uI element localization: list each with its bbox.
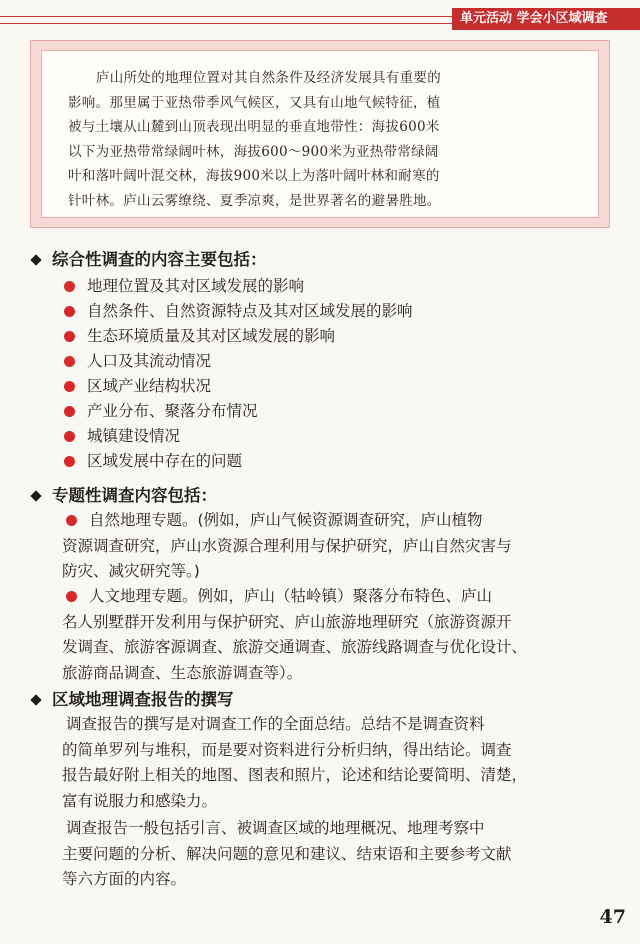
thematic-para-human: [62, 584, 527, 686]
info-box-line: 针叶林。庐山云雾缭绕、夏季凉爽，是世界著名的避暑胜地。: [68, 192, 441, 209]
section-heading-text: 专题性调查内容包括：: [52, 486, 217, 505]
section-heading-comprehensive: [28, 246, 267, 270]
list-item-text: 产业分布、聚落分布情况: [87, 402, 258, 420]
list-item-text: 地理位置及其对区域发展的影响: [87, 277, 305, 295]
running-header: 单元活动 学会小区域调查: [452, 8, 640, 30]
report-para-1: [62, 712, 527, 814]
list-item: [64, 274, 413, 299]
para-line-text: 人文地理专题。例如，庐山（牯岭镇）聚落分布特色、庐山: [89, 587, 493, 605]
info-box-inner: [41, 50, 599, 218]
comprehensive-list: [64, 274, 413, 474]
para-line: 发调查、旅游客源调查、旅游交通调查、旅游线路调查与优化设计、: [62, 638, 528, 656]
list-item: [64, 424, 413, 449]
list-item: [64, 324, 413, 349]
red-dot-icon: [64, 406, 75, 417]
red-dot-icon: [64, 456, 75, 467]
info-box: [30, 40, 610, 228]
red-dot-icon: [64, 281, 75, 292]
info-box-line: 以下为亚热带常绿阔叶林，海拔600～900米为亚热带常绿阔: [68, 143, 439, 160]
para-line: 等六方面的内容。: [62, 870, 187, 888]
para-line: 的简单罗列与堆积，而是要对资料进行分析归纳，得出结论。调查: [62, 740, 512, 759]
list-item: [64, 374, 413, 399]
list-item: [64, 299, 413, 324]
para-line: 富有说服力和感染力。: [62, 791, 218, 810]
list-item-text: 区域发展中存在的问题: [87, 452, 243, 470]
info-box-line: 叶和落叶阔叶混交林，海拔900米以上为落叶阔叶林和耐寒的: [68, 168, 440, 184]
report-para-2: [62, 816, 512, 893]
para-line: [62, 508, 512, 534]
section-heading-report: [28, 686, 234, 710]
para-line: 名人别墅群开发利用与保护研究、庐山旅游地理研究（旅游资源开: [62, 612, 512, 631]
page-number: 47: [599, 906, 626, 928]
para-line: 主要问题的分析、解决问题的意见和建议、结束语和主要参考文献: [62, 844, 512, 863]
red-dot-icon: [64, 431, 75, 442]
para-line: [62, 584, 527, 610]
list-item: [64, 399, 413, 424]
list-item-text: 城镇建设情况: [87, 427, 181, 445]
red-dot-icon: [64, 306, 75, 317]
diamond-bullet-icon: [30, 490, 41, 501]
info-box-line: 影响。那里属于亚热带季风气候区，又具有山地气候特征，植: [68, 94, 441, 111]
header-rule: [0, 16, 452, 24]
list-item-text: 生态环境质量及其对区域发展的影响: [87, 327, 336, 345]
info-box-line: 被与土壤从山麓到山顶表现出明显的垂直地带性：海拔600米: [68, 119, 440, 135]
list-item-text: 区域产业结构状况: [87, 377, 212, 395]
list-item-text: 人口及其流动情况: [87, 352, 212, 370]
red-dot-icon: [64, 381, 75, 392]
info-box-line: 庐山所处的地理位置对其自然条件及经济发展具有重要的: [96, 70, 441, 86]
list-item: [64, 349, 413, 374]
para-line: 调查报告一般包括引言、被调查区域的地理概况、地理考察中: [66, 819, 485, 837]
red-dot-icon: [64, 331, 75, 342]
list-item: [64, 449, 413, 474]
para-line: 防灾、减灾研究等。): [62, 562, 200, 580]
para-line: 资源调查研究，庐山水资源合理利用与保护研究，庐山自然灾害与: [62, 536, 512, 555]
diamond-bullet-icon: [30, 694, 41, 705]
section-heading-text: 综合性调查的内容主要包括：: [52, 250, 267, 269]
para-line: 报告最好附上相关的地图、图表和照片，论述和结论要简明、清楚，: [62, 766, 528, 784]
para-line-text: 自然地理专题。(例如，庐山气候资源调查研究，庐山植物: [89, 511, 483, 529]
thematic-para-natural: [62, 508, 512, 585]
list-item-text: 自然条件、自然资源特点及其对区域发展的影响: [87, 302, 413, 320]
para-line: 调查报告的撰写是对调查工作的全面总结。总结不是调查资料: [66, 715, 485, 733]
red-dot-icon: [66, 591, 77, 602]
red-dot-icon: [64, 356, 75, 367]
red-dot-icon: [66, 515, 77, 526]
diamond-bullet-icon: [30, 254, 41, 265]
para-line: 旅游商品调查、生态旅游调查等）。: [62, 663, 303, 682]
section-heading-text: 区域地理调查报告的撰写: [52, 690, 234, 709]
section-heading-thematic: [28, 482, 217, 506]
